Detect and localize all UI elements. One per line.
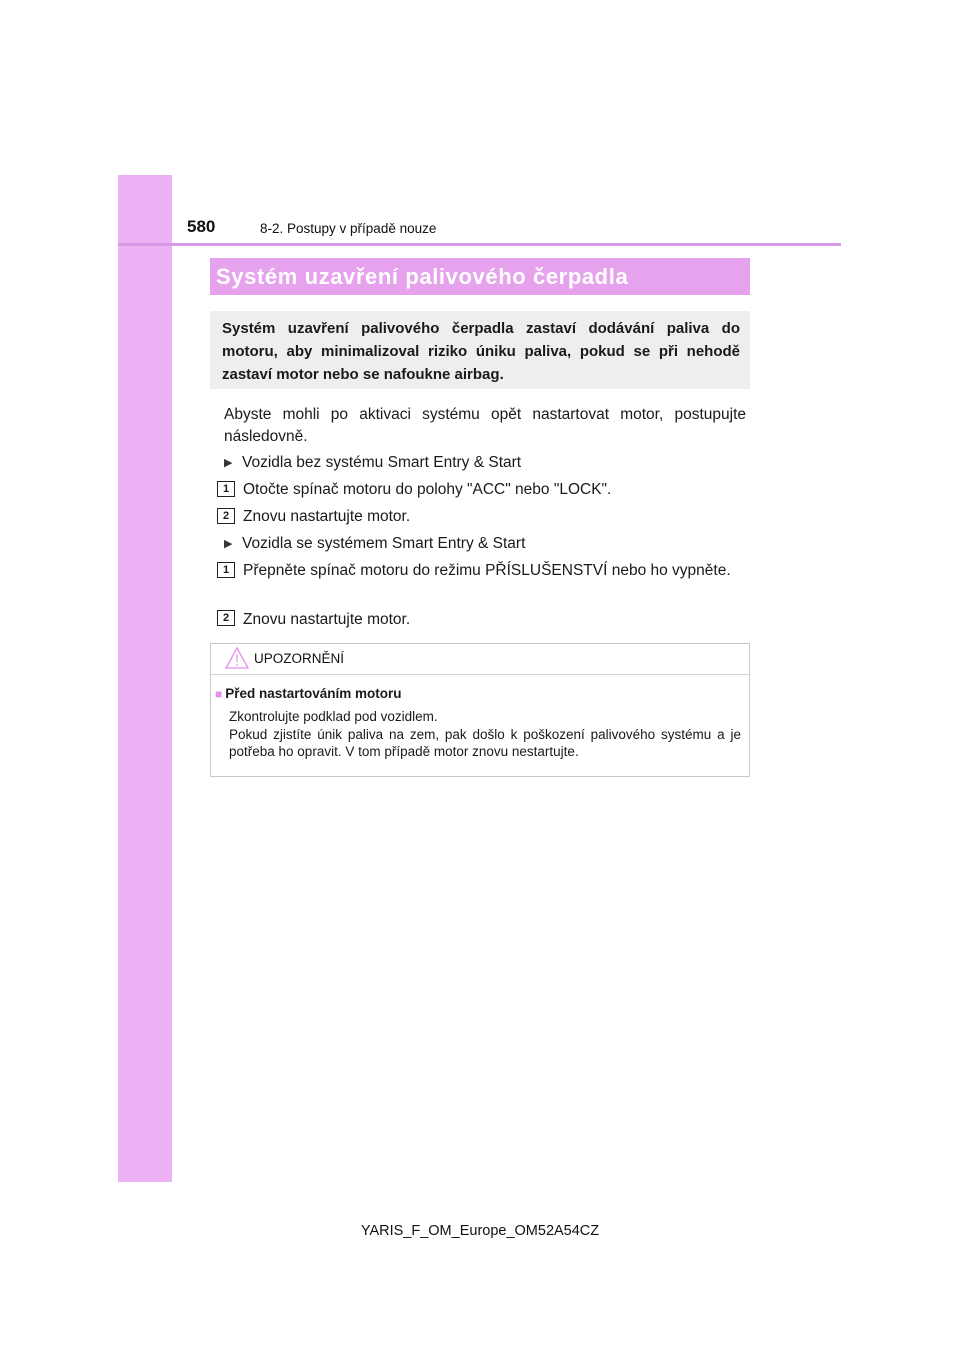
footer-code: YARIS_F_OM_Europe_OM52A54CZ: [360, 1223, 600, 1239]
square-bullet-icon: ■: [215, 687, 223, 701]
procedure-heading: [224, 534, 525, 554]
warning-line: Pokud zjistíte únik paliva na zem, pak došlo k poškození palivového systému a je potřeba ho opravit. V tom případě motor znovu nestartujte.: [229, 726, 741, 759]
procedure-heading: [224, 453, 521, 473]
warning-header: [211, 644, 749, 675]
step-text: Přepněte spínač motoru do režimu PŘÍSLUŠENSTVÍ nebo ho vypněte.: [243, 562, 731, 579]
arrow-right-icon: ▶: [224, 457, 233, 469]
intro-paragraph: Abyste mohli po aktivaci systému opět nastartovat motor, postupujte následovně.: [224, 406, 746, 445]
title-bar: [210, 258, 750, 295]
warning-box: [210, 643, 750, 777]
page-title: Systém uzavření palivového čerpadla: [216, 263, 629, 289]
warning-line: Zkontrolujte podklad pod vozidlem.: [229, 709, 438, 724]
step-number: 1: [217, 481, 235, 497]
step-text: Znovu nastartujte motor.: [243, 508, 411, 525]
section-header: 8-2. Postupy v případě nouze: [260, 221, 437, 236]
warning-body: [229, 708, 741, 761]
step-number: 2: [217, 610, 235, 626]
step-number: 1: [217, 562, 235, 578]
procedure-heading-text: Vozidla bez systému Smart Entry & Start: [242, 454, 522, 471]
warning-triangle-icon: [225, 647, 249, 669]
warning-title-text: Před nastartováním motoru: [225, 686, 402, 701]
summary-box: Systém uzavření palivového čerpadla zastaví dodávání paliva do motoru, aby minimalizoval riziko úniku paliva, pokud se při nehodě zastaví motor nebo se nafoukne airbag.: [210, 311, 750, 389]
step-number: 2: [217, 508, 235, 524]
side-color-band: [118, 175, 172, 1182]
header-rule: [118, 243, 841, 246]
warning-label: UPOZORNĚNÍ: [254, 651, 345, 666]
page-number: 580: [187, 217, 216, 236]
step-text: Znovu nastartujte motor.: [243, 611, 411, 628]
warning-title: [215, 686, 402, 701]
procedure-heading-text: Vozidla se systémem Smart Entry & Start: [242, 535, 526, 552]
step-text: Otočte spínač motoru do polohy "ACC" nebo "LOCK".: [243, 481, 612, 498]
arrow-right-icon: ▶: [224, 538, 233, 550]
